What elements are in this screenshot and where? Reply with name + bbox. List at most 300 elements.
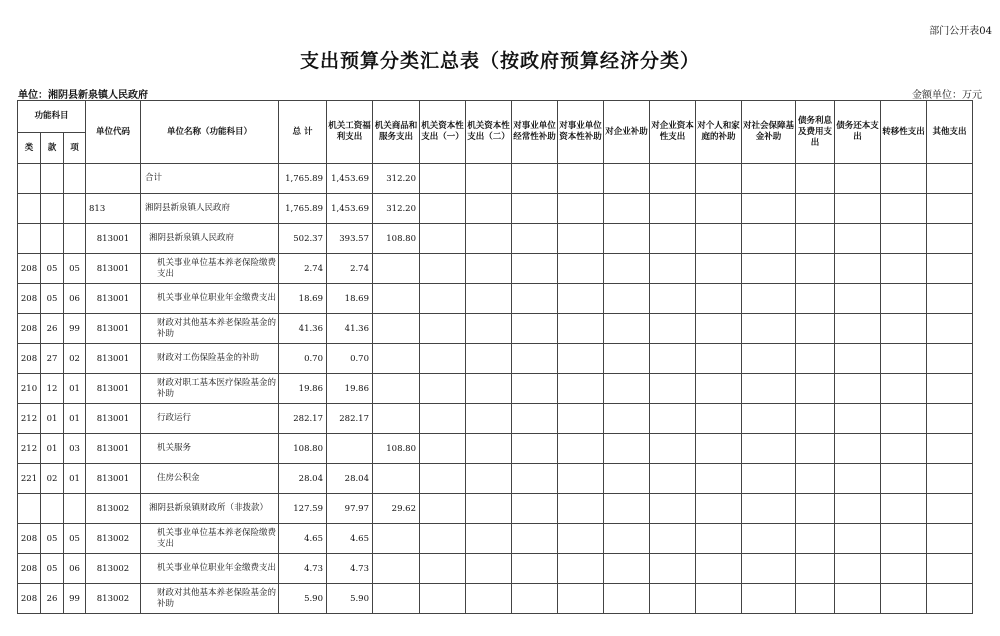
empty-cell: [558, 584, 604, 614]
goods-services-cell: 312.20: [373, 194, 420, 224]
empty-cell: [604, 344, 650, 374]
unit-name-cell: 机关事业单位职业年金缴费支出: [141, 284, 279, 314]
empty-cell: [512, 344, 558, 374]
unit-code-cell: 813001: [86, 404, 141, 434]
empty-cell: [512, 194, 558, 224]
unit-name-cell: 机关服务: [141, 434, 279, 464]
empty-cell: [466, 554, 512, 584]
empty-cell: [650, 194, 696, 224]
empty-cell: [558, 434, 604, 464]
empty-cell: [650, 314, 696, 344]
empty-cell: [796, 164, 835, 194]
empty-cell: [558, 404, 604, 434]
kuan-cell: 27: [41, 344, 64, 374]
salary-cell: 41.36: [327, 314, 373, 344]
empty-cell: [420, 554, 466, 584]
unit-name-cell: 财政对其他基本养老保险基金的补助: [141, 584, 279, 614]
total-cell: 1,765.89: [279, 164, 327, 194]
kuan-cell: 26: [41, 314, 64, 344]
empty-cell: [420, 284, 466, 314]
empty-cell: [796, 524, 835, 554]
empty-cell: [742, 344, 796, 374]
kuan-cell: [41, 224, 64, 254]
table-row: [18, 284, 973, 314]
empty-cell: [512, 254, 558, 284]
empty-cell: [650, 404, 696, 434]
empty-cell: [742, 524, 796, 554]
total-cell: 0.70: [279, 344, 327, 374]
kuan-cell: [41, 164, 64, 194]
kuan-cell: 02: [41, 464, 64, 494]
lei-cell: 221: [18, 464, 41, 494]
kuan-cell: 05: [41, 254, 64, 284]
unit-name-cell: 住房公积金: [141, 464, 279, 494]
goods-services-cell: [373, 284, 420, 314]
empty-cell: [650, 374, 696, 404]
table-row: [18, 164, 973, 194]
unit-name-cell: 行政运行: [141, 404, 279, 434]
empty-cell: [927, 254, 973, 284]
unit-name-cell: 机关事业单位职业年金缴费支出: [141, 554, 279, 584]
empty-cell: [835, 314, 881, 344]
unit-code-header: 单位代码: [86, 101, 141, 164]
empty-cell: [796, 314, 835, 344]
empty-cell: [558, 164, 604, 194]
empty-cell: [742, 584, 796, 614]
total-cell: 108.80: [279, 434, 327, 464]
empty-cell: [835, 254, 881, 284]
empty-cell: [696, 194, 742, 224]
total-cell: 127.59: [279, 494, 327, 524]
unit-code-cell: 813002: [86, 554, 141, 584]
empty-cell: [696, 284, 742, 314]
col-header: 机关工资福利支出: [327, 101, 373, 164]
empty-cell: [881, 434, 927, 464]
lei-cell: 208: [18, 344, 41, 374]
goods-services-cell: [373, 554, 420, 584]
xiang-cell: [64, 494, 86, 524]
empty-cell: [927, 584, 973, 614]
total-cell: 41.36: [279, 314, 327, 344]
empty-cell: [466, 344, 512, 374]
empty-cell: [796, 494, 835, 524]
xiang-cell: 01: [64, 464, 86, 494]
empty-cell: [927, 224, 973, 254]
empty-cell: [927, 374, 973, 404]
salary-cell: 19.86: [327, 374, 373, 404]
empty-cell: [650, 554, 696, 584]
empty-cell: [466, 374, 512, 404]
xiang-cell: 06: [64, 554, 86, 584]
empty-cell: [558, 344, 604, 374]
empty-cell: [558, 554, 604, 584]
empty-cell: [881, 194, 927, 224]
table-row: [18, 374, 973, 404]
kuan-cell: [41, 494, 64, 524]
salary-cell: 282.17: [327, 404, 373, 434]
empty-cell: [881, 584, 927, 614]
total-cell: 5.90: [279, 584, 327, 614]
empty-cell: [796, 224, 835, 254]
table-row: [18, 584, 973, 614]
empty-cell: [466, 584, 512, 614]
func-group-header: 功能科目: [18, 101, 86, 133]
table-row: [18, 464, 973, 494]
kuan-header: 款: [41, 133, 64, 164]
lei-cell: 208: [18, 524, 41, 554]
unit-code-cell: 813001: [86, 314, 141, 344]
empty-cell: [796, 404, 835, 434]
empty-cell: [466, 224, 512, 254]
salary-cell: 1,453.69: [327, 194, 373, 224]
unit-code-cell: 813001: [86, 254, 141, 284]
salary-cell: 18.69: [327, 284, 373, 314]
col-header: 机关商品和服务支出: [373, 101, 420, 164]
salary-cell: 4.73: [327, 554, 373, 584]
unit-name-cell: 财政对其他基本养老保险基金的补助: [141, 314, 279, 344]
empty-cell: [512, 374, 558, 404]
lei-cell: 208: [18, 254, 41, 284]
empty-cell: [466, 524, 512, 554]
empty-cell: [420, 374, 466, 404]
total-cell: 2.74: [279, 254, 327, 284]
kuan-cell: 01: [41, 404, 64, 434]
empty-cell: [604, 464, 650, 494]
unit-code-cell: 813002: [86, 494, 141, 524]
empty-cell: [742, 404, 796, 434]
xiang-cell: 03: [64, 434, 86, 464]
goods-services-cell: [373, 254, 420, 284]
table-row: [18, 524, 973, 554]
empty-cell: [420, 254, 466, 284]
empty-cell: [927, 314, 973, 344]
empty-cell: [927, 404, 973, 434]
empty-cell: [927, 344, 973, 374]
empty-cell: [466, 164, 512, 194]
xiang-cell: [64, 164, 86, 194]
xiang-cell: 99: [64, 314, 86, 344]
empty-cell: [558, 524, 604, 554]
empty-cell: [796, 464, 835, 494]
empty-cell: [835, 404, 881, 434]
empty-cell: [604, 524, 650, 554]
page-title: 支出预算分类汇总表（按政府预算经济分类）: [299, 50, 700, 72]
empty-cell: [696, 374, 742, 404]
empty-cell: [927, 464, 973, 494]
empty-cell: [650, 524, 696, 554]
empty-cell: [696, 524, 742, 554]
empty-cell: [696, 434, 742, 464]
total-cell: 502.37: [279, 224, 327, 254]
kuan-cell: 26: [41, 584, 64, 614]
empty-cell: [742, 224, 796, 254]
empty-cell: [927, 434, 973, 464]
xiang-cell: 01: [64, 374, 86, 404]
col-header: 对事业单位经常性补助: [512, 101, 558, 164]
salary-cell: 28.04: [327, 464, 373, 494]
empty-cell: [881, 464, 927, 494]
empty-cell: [796, 344, 835, 374]
empty-cell: [881, 554, 927, 584]
empty-cell: [796, 284, 835, 314]
empty-cell: [466, 464, 512, 494]
kuan-cell: 12: [41, 374, 64, 404]
lei-cell: 208: [18, 584, 41, 614]
salary-cell: 97.97: [327, 494, 373, 524]
empty-cell: [466, 434, 512, 464]
col-header: 对社会保障基金补助: [742, 101, 796, 164]
empty-cell: [512, 494, 558, 524]
kuan-cell: [41, 194, 64, 224]
empty-cell: [650, 284, 696, 314]
unit-name-cell: 湘阴县新泉镇人民政府: [141, 224, 279, 254]
report-tag: 部门公开表04: [929, 26, 992, 37]
empty-cell: [742, 464, 796, 494]
empty-cell: [512, 434, 558, 464]
empty-cell: [835, 344, 881, 374]
unit-code-cell: 813002: [86, 524, 141, 554]
xiang-cell: 06: [64, 284, 86, 314]
salary-cell: [327, 434, 373, 464]
empty-cell: [466, 254, 512, 284]
empty-cell: [696, 464, 742, 494]
lei-cell: 210: [18, 374, 41, 404]
empty-cell: [881, 164, 927, 194]
kuan-cell: 05: [41, 284, 64, 314]
kuan-cell: 05: [41, 524, 64, 554]
empty-cell: [742, 254, 796, 284]
unit-code-cell: 813002: [86, 584, 141, 614]
empty-cell: [420, 404, 466, 434]
empty-cell: [558, 224, 604, 254]
empty-cell: [512, 314, 558, 344]
salary-cell: 5.90: [327, 584, 373, 614]
empty-cell: [696, 404, 742, 434]
empty-cell: [835, 194, 881, 224]
budget-table: [17, 100, 973, 614]
empty-cell: [512, 284, 558, 314]
empty-cell: [466, 494, 512, 524]
empty-cell: [650, 254, 696, 284]
empty-cell: [558, 374, 604, 404]
goods-services-cell: [373, 404, 420, 434]
unit-code-cell: 813001: [86, 284, 141, 314]
empty-cell: [927, 494, 973, 524]
total-cell: 18.69: [279, 284, 327, 314]
unit-name-cell: 湘阴县新泉镇人民政府: [141, 194, 279, 224]
empty-cell: [650, 224, 696, 254]
empty-cell: [650, 164, 696, 194]
empty-cell: [742, 284, 796, 314]
xiang-header: 项: [64, 133, 86, 164]
empty-cell: [558, 464, 604, 494]
empty-cell: [466, 284, 512, 314]
empty-cell: [558, 494, 604, 524]
empty-cell: [512, 524, 558, 554]
empty-cell: [466, 314, 512, 344]
empty-cell: [420, 314, 466, 344]
empty-cell: [420, 344, 466, 374]
goods-services-cell: [373, 584, 420, 614]
col-header: 其他支出: [927, 101, 973, 164]
unit-name-cell: 湘阴县新泉镇财政所（非拨款）: [141, 494, 279, 524]
empty-cell: [604, 404, 650, 434]
empty-cell: [650, 584, 696, 614]
lei-cell: 212: [18, 404, 41, 434]
table-row: [18, 314, 973, 344]
empty-cell: [742, 164, 796, 194]
empty-cell: [696, 314, 742, 344]
lei-cell: 208: [18, 554, 41, 584]
lei-cell: 208: [18, 284, 41, 314]
empty-cell: [696, 494, 742, 524]
unit-name-cell: 财政对工伤保险基金的补助: [141, 344, 279, 374]
lei-cell: [18, 494, 41, 524]
empty-cell: [420, 524, 466, 554]
unit-name-cell: 机关事业单位基本养老保险缴费支出: [141, 524, 279, 554]
goods-services-cell: 312.20: [373, 164, 420, 194]
empty-cell: [742, 194, 796, 224]
empty-cell: [604, 494, 650, 524]
empty-cell: [420, 224, 466, 254]
total-header: 总 计: [279, 101, 327, 164]
salary-cell: 1,453.69: [327, 164, 373, 194]
total-cell: 282.17: [279, 404, 327, 434]
total-cell: 19.86: [279, 374, 327, 404]
empty-cell: [835, 494, 881, 524]
empty-cell: [604, 254, 650, 284]
salary-cell: 393.57: [327, 224, 373, 254]
xiang-cell: [64, 194, 86, 224]
col-header: 债务利息及费用支出: [796, 101, 835, 164]
empty-cell: [742, 434, 796, 464]
goods-services-cell: [373, 464, 420, 494]
empty-cell: [835, 584, 881, 614]
empty-cell: [420, 464, 466, 494]
total-cell: 1,765.89: [279, 194, 327, 224]
empty-cell: [881, 374, 927, 404]
empty-cell: [881, 404, 927, 434]
empty-cell: [796, 584, 835, 614]
xiang-cell: [64, 224, 86, 254]
empty-cell: [558, 254, 604, 284]
empty-cell: [927, 524, 973, 554]
xiang-cell: 99: [64, 584, 86, 614]
empty-cell: [881, 224, 927, 254]
table-row: [18, 494, 973, 524]
empty-cell: [696, 224, 742, 254]
empty-cell: [512, 584, 558, 614]
lei-header: 类: [18, 133, 41, 164]
empty-cell: [604, 164, 650, 194]
empty-cell: [466, 404, 512, 434]
col-header: 转移性支出: [881, 101, 927, 164]
empty-cell: [558, 314, 604, 344]
empty-cell: [796, 434, 835, 464]
unit-code-cell: 813001: [86, 374, 141, 404]
empty-cell: [796, 194, 835, 224]
total-cell: 28.04: [279, 464, 327, 494]
empty-cell: [881, 254, 927, 284]
empty-cell: [696, 554, 742, 584]
empty-cell: [604, 314, 650, 344]
col-header: 机关资本性支出（二）: [466, 101, 512, 164]
empty-cell: [835, 374, 881, 404]
empty-cell: [558, 194, 604, 224]
lei-cell: [18, 164, 41, 194]
col-header: 对企业补助: [604, 101, 650, 164]
unit-name-cell: 财政对职工基本医疗保险基金的补助: [141, 374, 279, 404]
empty-cell: [835, 464, 881, 494]
goods-services-cell: [373, 374, 420, 404]
unit-code-cell: 813001: [86, 344, 141, 374]
goods-services-cell: 29.62: [373, 494, 420, 524]
lei-cell: 212: [18, 434, 41, 464]
empty-cell: [742, 494, 796, 524]
unit-code-cell: 813001: [86, 224, 141, 254]
empty-cell: [420, 194, 466, 224]
empty-cell: [796, 554, 835, 584]
empty-cell: [881, 284, 927, 314]
empty-cell: [420, 584, 466, 614]
empty-cell: [604, 284, 650, 314]
empty-cell: [466, 194, 512, 224]
empty-cell: [835, 434, 881, 464]
goods-services-cell: 108.80: [373, 224, 420, 254]
empty-cell: [742, 554, 796, 584]
empty-cell: [650, 464, 696, 494]
empty-cell: [604, 194, 650, 224]
goods-services-cell: [373, 344, 420, 374]
salary-cell: 4.65: [327, 524, 373, 554]
empty-cell: [927, 164, 973, 194]
empty-cell: [927, 284, 973, 314]
empty-cell: [696, 584, 742, 614]
unit-name-cell: 机关事业单位基本养老保险缴费支出: [141, 254, 279, 284]
empty-cell: [696, 254, 742, 284]
xiang-cell: 05: [64, 524, 86, 554]
unit-code-cell: 813001: [86, 464, 141, 494]
xiang-cell: 02: [64, 344, 86, 374]
unit-name-cell: 合计: [141, 164, 279, 194]
empty-cell: [604, 434, 650, 464]
empty-cell: [835, 224, 881, 254]
table-row: [18, 224, 973, 254]
empty-cell: [835, 284, 881, 314]
goods-services-cell: 108.80: [373, 434, 420, 464]
empty-cell: [420, 494, 466, 524]
goods-services-cell: [373, 314, 420, 344]
empty-cell: [512, 404, 558, 434]
empty-cell: [927, 194, 973, 224]
empty-cell: [796, 254, 835, 284]
empty-cell: [512, 464, 558, 494]
empty-cell: [604, 554, 650, 584]
empty-cell: [835, 524, 881, 554]
col-header: 对个人和家庭的补助: [696, 101, 742, 164]
empty-cell: [881, 524, 927, 554]
unit-code-cell: 813: [86, 194, 141, 224]
empty-cell: [696, 164, 742, 194]
lei-cell: 208: [18, 314, 41, 344]
table-row: [18, 344, 973, 374]
empty-cell: [796, 374, 835, 404]
col-header: 对企业资本性支出: [650, 101, 696, 164]
unit-code-cell: [86, 164, 141, 194]
table-row: [18, 194, 973, 224]
table-row: [18, 434, 973, 464]
empty-cell: [742, 314, 796, 344]
